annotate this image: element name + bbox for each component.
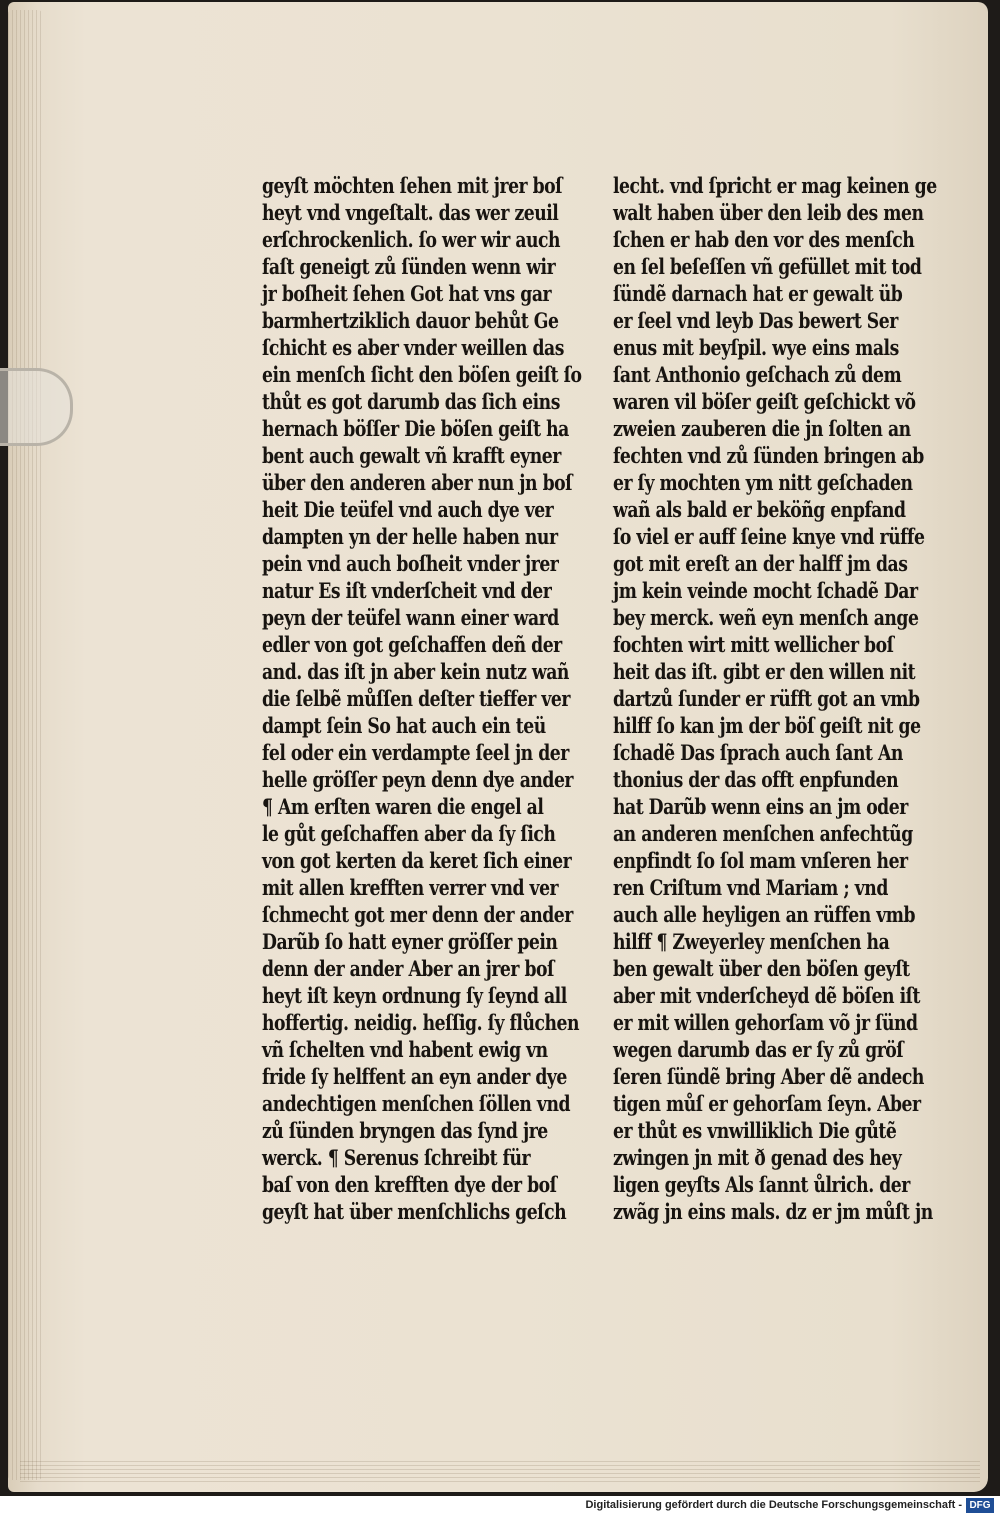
text-line: Darũb ſo hatt eyner gröſſer pein — [262, 929, 558, 954]
text-line: die ſelbẽ můſſen deſter tieffer ver — [262, 686, 570, 711]
text-line: fel oder ein verdampte ſeel jn der — [262, 740, 569, 765]
text-line: faſt geneigt zů ſünden wenn wir — [262, 254, 556, 279]
text-line: fride ſy helffent an eyn ander dye — [262, 1064, 567, 1089]
text-line: werck. ¶ Serenus ſchreibt für — [262, 1145, 531, 1170]
text-line: ren Criſtum vnd Mariam ; vnd — [613, 875, 888, 900]
bottom-page-edges — [20, 1460, 980, 1482]
text-line: thůt es got darumb das ſich eins — [262, 389, 560, 414]
text-line: wegen darumb das er ſy zů gröſ — [613, 1037, 904, 1062]
text-line: hat Darũb wenn eins an jm oder — [613, 794, 908, 819]
text-line: heit das iſt. gibt er den willen nit — [613, 659, 916, 684]
text-line: walt haben über den leib des men — [613, 200, 924, 225]
text-line: aber mit vnderſcheyd dẽ böſen iſt — [613, 983, 921, 1008]
text-line: erſchrockenlich. ſo wer wir auch — [262, 227, 561, 252]
text-line: ſchen er hab den vor des menſch — [613, 227, 915, 252]
text-line: tigen můſ er gehorſam ſeyn. Aber — [613, 1091, 921, 1116]
text-line: lecht. vnd ſpricht er mag keinen ge — [613, 173, 937, 198]
page-clip — [0, 368, 73, 446]
text-line: thonius der das offt enpfunden — [613, 767, 899, 792]
text-line: hoffertig. neidig. heſſig. ſy flůchen — [262, 1010, 580, 1035]
text-line: er ſy mochten ym nitt geſchaden — [613, 470, 913, 495]
text-line: bey merck. weñ eyn menſch ange — [613, 605, 919, 630]
text-line: jm kein veinde mocht ſchadẽ Dar — [613, 578, 918, 603]
text-line: geyſt möchten ſehen mit jrer boſ — [262, 173, 563, 198]
text-line: denn der ander Aber an jrer boſ — [262, 956, 554, 981]
text-line: enus mit beyſpil. wye eins mals — [613, 335, 899, 360]
text-line: dampt ſein So hat auch ein teü — [262, 713, 546, 738]
text-line: mit allen krefften verrer vnd ver — [262, 875, 559, 900]
text-line: waren vil böſer geiſt geſchickt võ — [613, 389, 916, 414]
text-line: ſündẽ darnach hat er gewalt üb — [613, 281, 903, 306]
text-line: über den anderen aber nun jn boſ — [262, 470, 573, 495]
text-line: an anderen menſchen anfechtũg — [613, 821, 913, 846]
text-line: er ſeel vnd leyb Das bewert Ser — [613, 308, 898, 333]
text-line: edler von got geſchaffen deñ der — [262, 632, 562, 657]
footer-bar — [0, 1496, 1000, 1516]
text-line: hilff ſo kan jm der böſ geiſt nit ge — [613, 713, 921, 738]
text-line: er mit willen gehorſam võ jr ſünd — [613, 1010, 918, 1035]
text-line: ben gewalt über den böſen geyſt — [613, 956, 910, 981]
text-column-right — [613, 172, 949, 1225]
text-line: jr boſheit ſehen Got hat vns gar — [262, 281, 552, 306]
text-line: hilff ¶ Zweyerley menſchen ha — [613, 929, 890, 954]
page-edges — [8, 10, 42, 1480]
text-line: got mit ereſt an der halff jm das — [613, 551, 908, 576]
text-line: zwãg jn eins mals. dz er jm můſt jn — [613, 1199, 933, 1224]
text-line: wañ als bald er beköñg enpfand — [613, 497, 906, 522]
text-line: zwingen jn mit ð genad des hey — [613, 1145, 902, 1170]
text-line: vñ ſchelten vnd habent ewig vn — [262, 1037, 548, 1062]
text-line: dartzů ſunder er rüfft got an vmb — [613, 686, 920, 711]
text-line: dampten yn der helle haben nur — [262, 524, 558, 549]
text-line: helle gröſſer peyn denn dye ander — [262, 767, 574, 792]
text-line: enpfindt ſo ſol mam vnſeren her — [613, 848, 908, 873]
text-line: ein menſch ſicht den böſen geiſt ſo — [262, 362, 582, 387]
text-line: ligen geyſts Als ſannt ůlrich. der — [613, 1172, 910, 1197]
text-line: le gůt geſchaffen aber da ſy ſich — [262, 821, 556, 846]
text-line: geyſt hat über menſchlichs geſch — [262, 1199, 567, 1224]
text-column-left — [262, 172, 602, 1225]
text-line: barmhertziklich dauor behůt Ge — [262, 308, 559, 333]
text-line: bent auch gewalt vñ krafft eyner — [262, 443, 561, 468]
text-line: fechten vnd zů ſünden bringen ab — [613, 443, 924, 468]
text-line: pein vnd auch boſheit vnder jrer — [262, 551, 559, 576]
text-line: zweien zauberen die jn ſolten an — [613, 416, 911, 441]
text-line: en ſel beſeſſen vñ gefüllet mit tod — [613, 254, 922, 279]
text-line: and. das iſt jn aber kein nutz wañ — [262, 659, 569, 684]
text-line: ſchicht es aber vnder weillen das — [262, 335, 564, 360]
text-line: ſo viel er auff ſeine knye vnd rüffe — [613, 524, 925, 549]
text-line: ſchmecht got mer denn der ander — [262, 902, 573, 927]
text-line: von got kerten da keret ſich einer — [262, 848, 572, 873]
text-line: peyn der teüfel wann einer ward — [262, 605, 559, 630]
text-line: natur Es iſt vnderſcheit vnd der — [262, 578, 552, 603]
text-line: hernach böſſer Die böſen geiſt ha — [262, 416, 569, 441]
text-line: er thůt es vnwilliklich Die gůtẽ — [613, 1118, 897, 1143]
text-line: ¶ Am erſten waren die engel al — [262, 794, 544, 819]
text-line: heyt vnd vngeſtalt. das wer zeuil — [262, 200, 559, 225]
text-line: baſ von den krefften dye der boſ — [262, 1172, 557, 1197]
text-line: ſant Anthonio geſchach zů dem — [613, 362, 902, 387]
text-line: andechtigen menſchen ſöllen vnd — [262, 1091, 571, 1116]
text-line: auch alle heyligen an rüffen vmb — [613, 902, 916, 927]
funding-credit: Digitalisierung gefördert durch die Deutsche Forschungsgemeinschaft - — [585, 1499, 962, 1511]
text-line: heyt iſt keyn ordnung ſy ſeynd all — [262, 983, 567, 1008]
text-line: ſeren ſündẽ bring Aber dẽ andech — [613, 1064, 924, 1089]
text-line: fochten wirt mitt wellicher boſ — [613, 632, 894, 657]
text-line: heit Die teüfel vnd auch dye ver — [262, 497, 554, 522]
text-line: ſchadẽ Das ſprach auch ſant An — [613, 740, 903, 765]
text-line: zů ſünden bryngen das ſynd jre — [262, 1118, 548, 1143]
dfg-logo-icon: DFG — [966, 1498, 994, 1513]
